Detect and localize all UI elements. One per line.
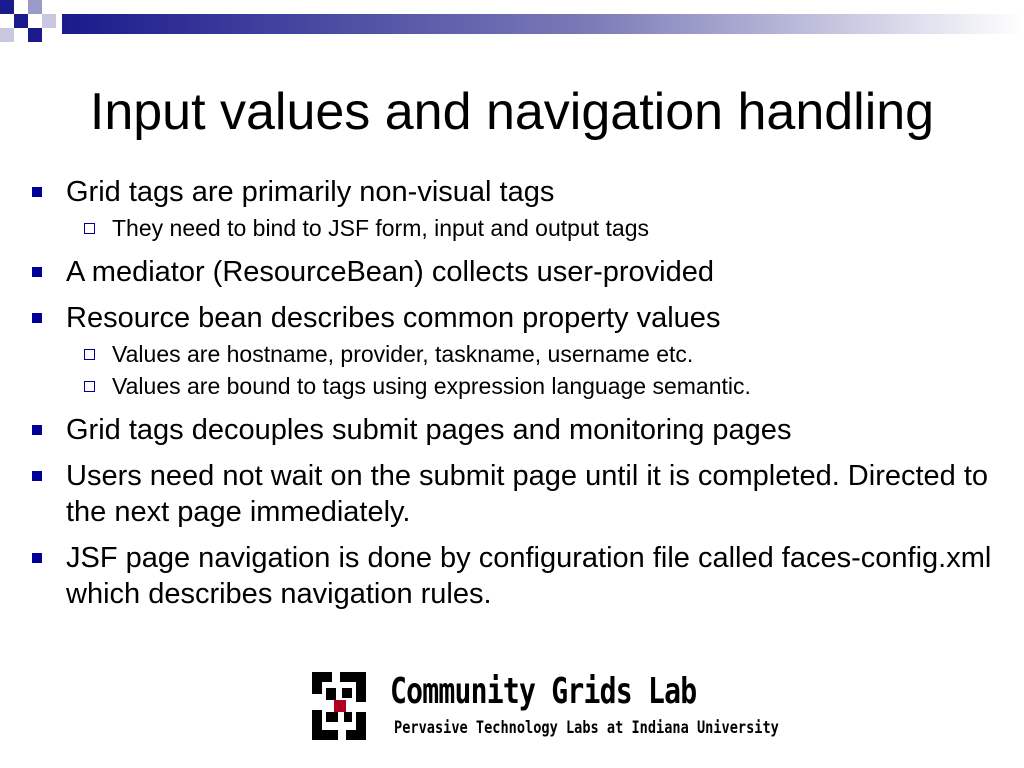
bullet-text: A mediator (ResourceBean) collects user-provided — [66, 256, 714, 288]
hollow-square-bullet-icon — [84, 349, 95, 360]
bullet-text: Resource bean describes common property values — [66, 302, 721, 334]
sub-bullet-list — [66, 212, 1008, 244]
sub-bullet-item — [66, 212, 1008, 244]
bullet-text: Users need not wait on the submit page until it is completed. Directed to the next page immediately. — [66, 460, 989, 528]
square-bullet-icon — [32, 553, 42, 563]
hollow-square-bullet-icon — [84, 223, 95, 234]
sub-bullet-text: They need to bind to JSF form, input and output tags — [112, 215, 649, 241]
header-decoration — [0, 0, 1024, 48]
bullet-text: Grid tags decouples submit pages and monitoring pages — [66, 414, 792, 446]
bullet-item — [28, 174, 1008, 244]
square-bullet-icon — [32, 425, 42, 435]
grid-logo-icon — [306, 668, 372, 746]
bullet-text: JSF page navigation is done by configuration file called faces-config.xml which describes navigation rules. — [66, 542, 992, 610]
square-bullet-icon — [32, 187, 42, 197]
square-bullet-icon — [32, 267, 42, 277]
sub-bullet-text: Values are bound to tags using expression language semantic. — [112, 373, 751, 399]
hollow-square-bullet-icon — [84, 381, 95, 392]
sub-bullet-item — [66, 370, 1008, 402]
logo-tagline: Pervasive Technology Labs at Indiana University — [394, 718, 779, 738]
sub-bullet-text: Values are hostname, provider, taskname, username etc. — [112, 341, 694, 367]
bullet-text: Grid tags are primarily non-visual tags — [66, 176, 555, 208]
bullet-item — [28, 254, 1008, 290]
bullet-list — [28, 174, 1008, 622]
bullet-item — [28, 540, 1008, 612]
sub-bullet-item — [66, 338, 1008, 370]
bullet-item — [28, 300, 1008, 402]
bullet-item — [28, 458, 1008, 530]
slide-title: Input values and navigation handling — [89, 83, 935, 141]
sub-bullet-list — [66, 338, 1008, 402]
community-grids-lab-logo — [306, 666, 779, 748]
bullet-item — [28, 412, 1008, 448]
logo-name: Community Grids Lab — [390, 671, 697, 712]
square-bullet-icon — [32, 313, 42, 323]
square-bullet-icon — [32, 471, 42, 481]
